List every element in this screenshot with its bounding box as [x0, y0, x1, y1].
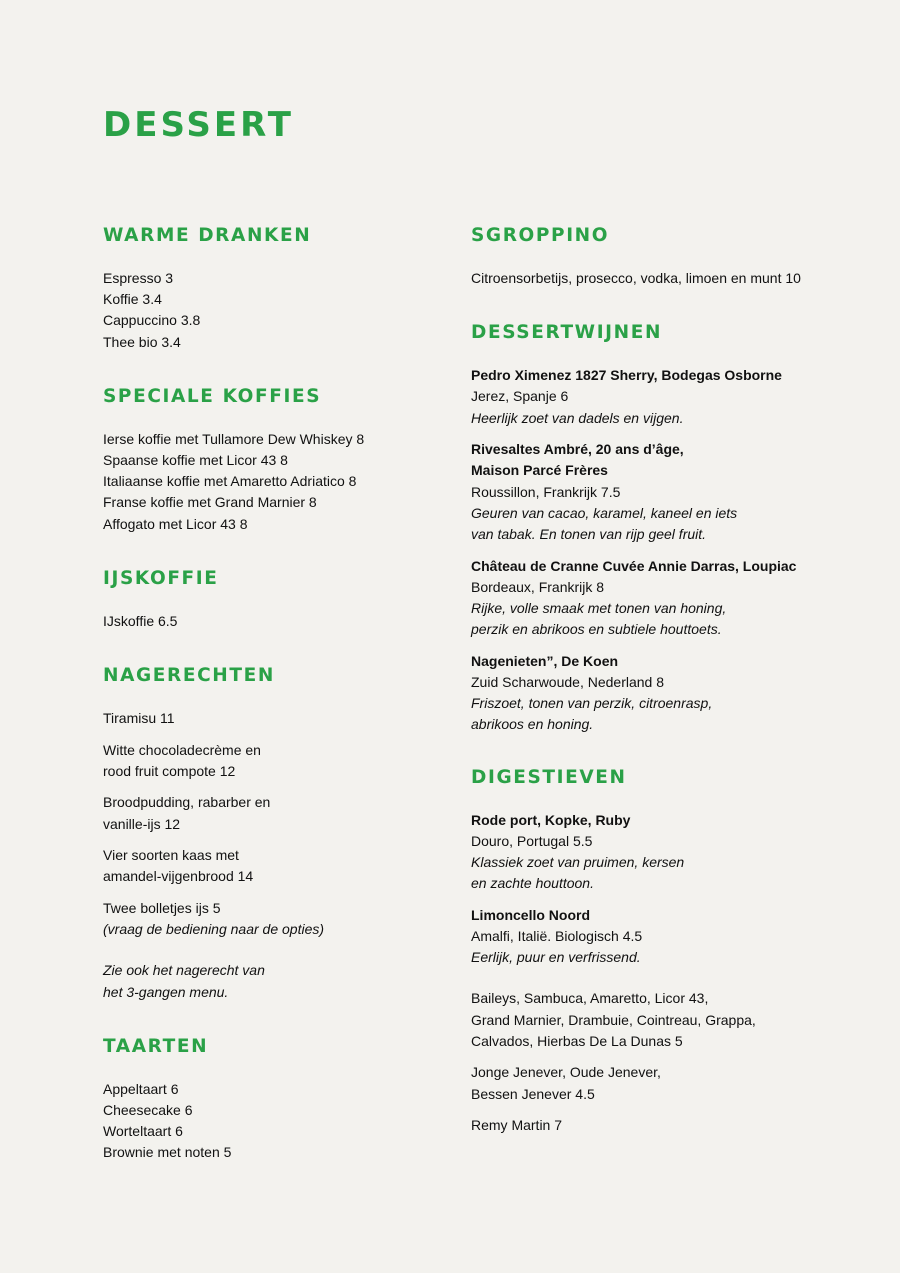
- menu-item: Franse koffie met Grand Marnier 8: [103, 494, 317, 511]
- wine-description: Heerlijk zoet van dadels en vijgen.: [471, 409, 684, 426]
- digestif-group: [471, 1062, 861, 1104]
- digestif-line: Calvados, Hierbas De La Dunas 5: [471, 1032, 683, 1049]
- digestif-description: Eerlijk, puur en verfrissend.: [471, 949, 641, 966]
- digestif-origin: Douro, Portugal 5.5: [471, 832, 593, 849]
- wine-name: Château de Cranne Cuvée Annie Darras, Loupiac: [471, 557, 797, 574]
- menu-item: Espresso 3: [103, 270, 174, 286]
- item-line: vanille-ijs 12: [103, 815, 181, 832]
- section-dessertwijnen: [471, 321, 861, 735]
- digestif-line: Grand Marnier, Drambuie, Cointreau, Grappa,: [471, 1011, 756, 1028]
- footnote-line: het 3-gangen menu.: [103, 983, 229, 1000]
- digestif-description: en zachte houttoon.: [471, 875, 594, 892]
- wine-item: [471, 439, 861, 545]
- menu-item: Cappuccino 3.8: [103, 312, 201, 329]
- wine-item: [471, 365, 861, 429]
- section-warme-dranken: [103, 224, 443, 353]
- wine-origin: Zuid Scharwoude, Nederland 8: [471, 674, 665, 691]
- digestif-origin: Amalfi, Italië. Biologisch 4.5: [471, 928, 643, 945]
- menu-list: [103, 268, 443, 353]
- wine-name: Rivesaltes Ambré, 20 ans d’âge,: [471, 441, 684, 458]
- menu-item: Affogato met Licor 43 8: [103, 515, 248, 532]
- wine-description: perzik en abrikoos en subtiele houttoets.: [471, 621, 722, 638]
- digestif-item: [471, 810, 861, 895]
- other-digestifs: [471, 988, 861, 1136]
- wine-name: Maison Parcé Frères: [471, 462, 608, 479]
- menu-item: Thee bio 3.4: [103, 333, 181, 350]
- item-line: amandel-vijgenbrood 14: [103, 868, 254, 885]
- menu-item: [103, 845, 443, 887]
- section-digestieven: [471, 766, 861, 1137]
- wine-item: [471, 556, 861, 641]
- section-heading: WARME DRANKEN: [103, 225, 312, 246]
- item-line: Witte chocoladecrème en: [103, 741, 261, 758]
- digestif-item: [471, 905, 861, 969]
- menu-list: [103, 708, 443, 940]
- item-note: (vraag de bediening naar de opties): [103, 921, 325, 938]
- menu-list: [103, 1079, 443, 1164]
- section-heading: TAARTEN: [103, 1035, 209, 1057]
- section-heading: DESSERTWIJNEN: [471, 322, 663, 344]
- digestif-description: Klassiek zoet van pruimen, kersen: [471, 854, 685, 871]
- menu-item: [103, 740, 443, 782]
- menu-item: Brownie met noten 5: [103, 1144, 232, 1161]
- wine-origin: Jerez, Spanje 6: [471, 388, 569, 405]
- section-speciale-koffies: [103, 385, 443, 535]
- section-ijskoffie: [103, 567, 443, 632]
- section-heading: NAGERECHTEN: [103, 665, 275, 687]
- digestif-line: Jonge Jenever, Oude Jenever,: [471, 1064, 661, 1081]
- menu-item: [103, 792, 443, 834]
- item-line: Vier soorten kaas met: [103, 847, 239, 864]
- menu-list: [103, 611, 443, 632]
- menu-item: Cheesecake 6: [103, 1102, 193, 1119]
- section-heading: SPECIALE KOFFIES: [103, 385, 322, 407]
- digestif-line: Bessen Jenever 4.5: [471, 1085, 595, 1102]
- wine-name: Pedro Ximenez 1827 Sherry, Bodegas Osborne: [471, 367, 782, 384]
- section-heading: DIGESTIEVEN: [471, 766, 627, 788]
- digestif-line: Remy Martin 7: [471, 1117, 563, 1134]
- digestif-name: Rode port, Kopke, Ruby: [471, 811, 631, 828]
- wine-description: Friszoet, tonen van perzik, citroenrasp,: [471, 695, 713, 712]
- menu-item: Appeltaart 6: [103, 1080, 179, 1097]
- section-nagerechten: [103, 664, 443, 1003]
- wine-description: Rijke, volle smaak met tonen van honing,: [471, 600, 727, 617]
- digestif-name: Limoncello Noord: [471, 906, 590, 923]
- menu-item: Koffie 3.4: [103, 291, 162, 308]
- menu-list: [471, 810, 861, 969]
- item-line: Broodpudding, rabarber en: [103, 794, 271, 811]
- menu-item: IJskoffie 6.5: [103, 612, 178, 629]
- menu-item: [103, 708, 443, 729]
- section-heading: SGROPPINO: [471, 225, 610, 246]
- footnote: [103, 960, 443, 1002]
- menu-item: Worteltaart 6: [103, 1123, 183, 1140]
- menu-list: [103, 429, 443, 535]
- digestif-group: [471, 988, 861, 1052]
- section-sgroppino: [471, 224, 861, 289]
- wine-description: Geuren van cacao, karamel, kaneel en iets: [471, 504, 738, 521]
- wine-origin: Bordeaux, Frankrijk 8: [471, 578, 605, 595]
- item-line: Tiramisu 11: [103, 710, 175, 727]
- wine-item: [471, 651, 861, 736]
- left-column: [103, 224, 443, 1164]
- wine-description: abrikoos en honing.: [471, 716, 594, 733]
- menu-item: Italiaanse koffie met Amaretto Adriatico 8: [103, 473, 357, 490]
- right-column: [471, 224, 861, 1136]
- menu-list: [471, 268, 861, 289]
- menu-item: [103, 898, 443, 940]
- wine-description: van tabak. En tonen van rijp geel fruit.: [471, 526, 707, 543]
- wine-origin: Roussillon, Frankrijk 7.5: [471, 483, 621, 500]
- menu-item: Citroensorbetijs, prosecco, vodka, limoen en munt 10: [471, 270, 801, 286]
- page-title: DESSERT: [103, 105, 294, 145]
- menu-item: Ierse koffie met Tullamore Dew Whiskey 8: [103, 430, 365, 447]
- menu-list: [471, 365, 861, 735]
- item-line: rood fruit compote 12: [103, 762, 236, 779]
- item-line: Twee bolletjes ijs 5: [103, 900, 221, 917]
- menu-item: Spaanse koffie met Licor 43 8: [103, 452, 288, 469]
- wine-name: Nagenieten”, De Koen: [471, 652, 619, 669]
- digestif-line: Baileys, Sambuca, Amaretto, Licor 43,: [471, 990, 709, 1007]
- section-taarten: [103, 1035, 443, 1164]
- section-heading: IJSKOFFIE: [103, 567, 219, 589]
- footnote-line: Zie ook het nagerecht van: [103, 962, 265, 979]
- digestif-group: [471, 1115, 861, 1136]
